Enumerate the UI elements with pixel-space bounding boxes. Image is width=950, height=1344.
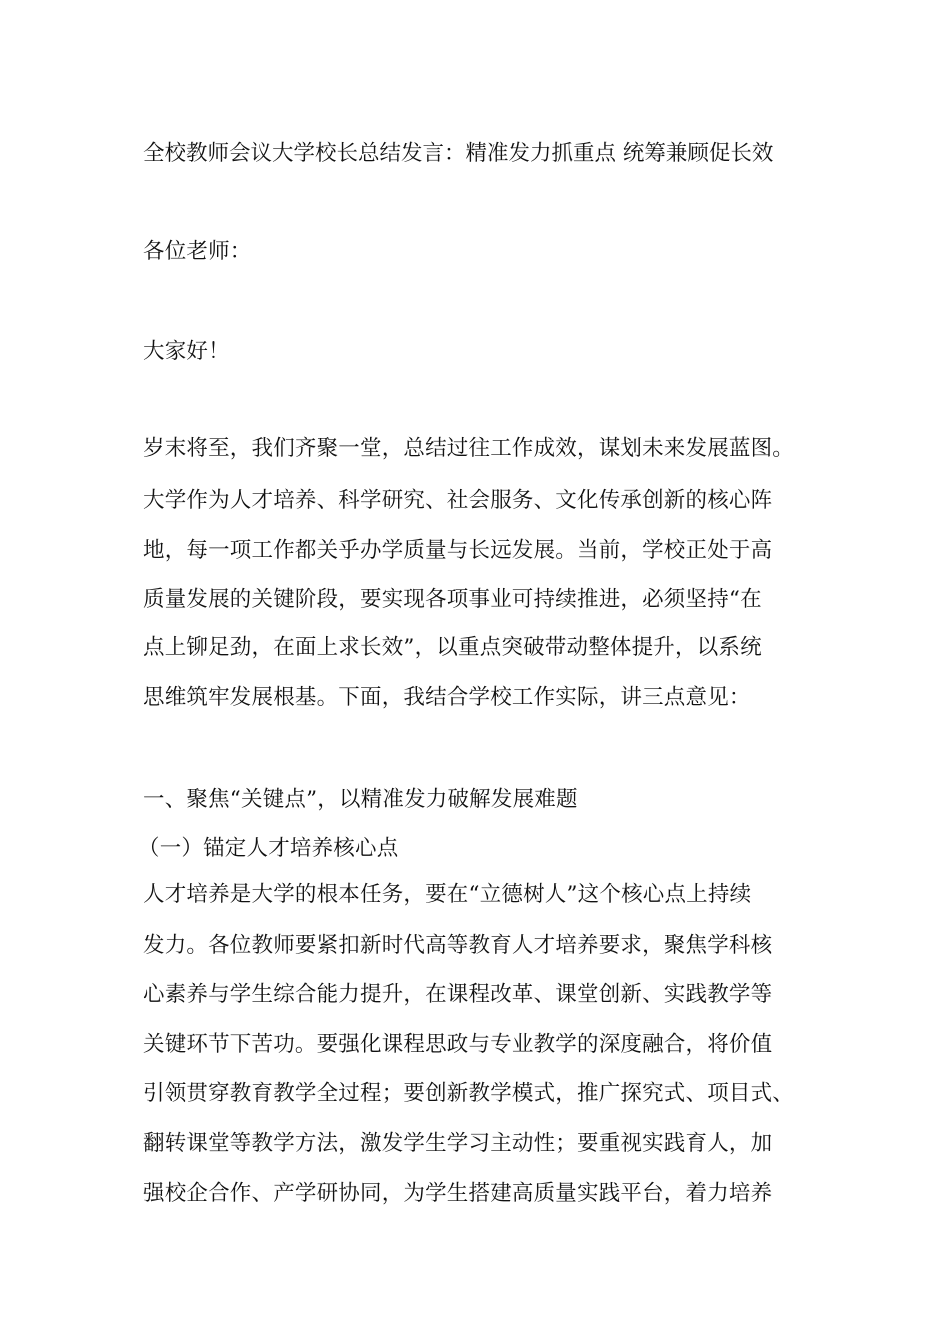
paragraph-line: 心素养与学生综合能力提升，在课程改革、课堂创新、实践教学等: [143, 982, 773, 1007]
paragraph-line: 翻转课堂等教学方法，激发学生学习主动性；要重视实践育人，加: [143, 1131, 773, 1156]
paragraph-line: 地，每一项工作都关乎办学质量与长远发展。当前，学校正处于高: [143, 538, 773, 563]
paragraph-line: 关键环节下苦功。要强化课程思政与专业教学的深度融合，将价值: [143, 1032, 773, 1057]
section-heading: 一、聚焦“关键点”，以精准发力破解发展难题: [143, 787, 578, 812]
paragraph-line: 思维筑牢发展根基。下面，我结合学校工作实际，讲三点意见：: [143, 685, 751, 710]
salutation: 各位老师：: [143, 239, 252, 264]
greeting: 大家好！: [143, 339, 230, 364]
paragraph-line: 岁末将至，我们齐聚一堂，总结过往工作成效，谋划未来发展蓝图。: [143, 436, 795, 461]
paragraph-line: 引领贯穿教育教学全过程；要创新教学模式，推广探究式、项目式、: [143, 1081, 795, 1106]
paragraph-line: 人才培养是大学的根本任务，要在“立德树人”这个核心点上持续: [143, 882, 752, 907]
paragraph-line: 大学作为人才培养、科学研究、社会服务、文化传承创新的核心阵: [143, 488, 773, 513]
paragraph-line: 质量发展的关键阶段，要实现各项事业可持续推进，必须坚持“在: [143, 587, 762, 612]
paragraph-line: 发力。各位教师要紧扣新时代高等教育人才培养要求，聚焦学科核: [143, 933, 773, 958]
paragraph-line: 强校企合作、产学研协同，为学生搭建高质量实践平台，着力培养: [143, 1181, 773, 1206]
document-title: 全校教师会议大学校长总结发言：精准发力抓重点 统筹兼顾促长效: [143, 141, 774, 166]
subsection-heading: （一）锚定人才培养核心点: [138, 836, 399, 861]
paragraph-line: 点上铆足劲，在面上求长效”，以重点突破带动整体提升，以系统: [143, 635, 762, 660]
